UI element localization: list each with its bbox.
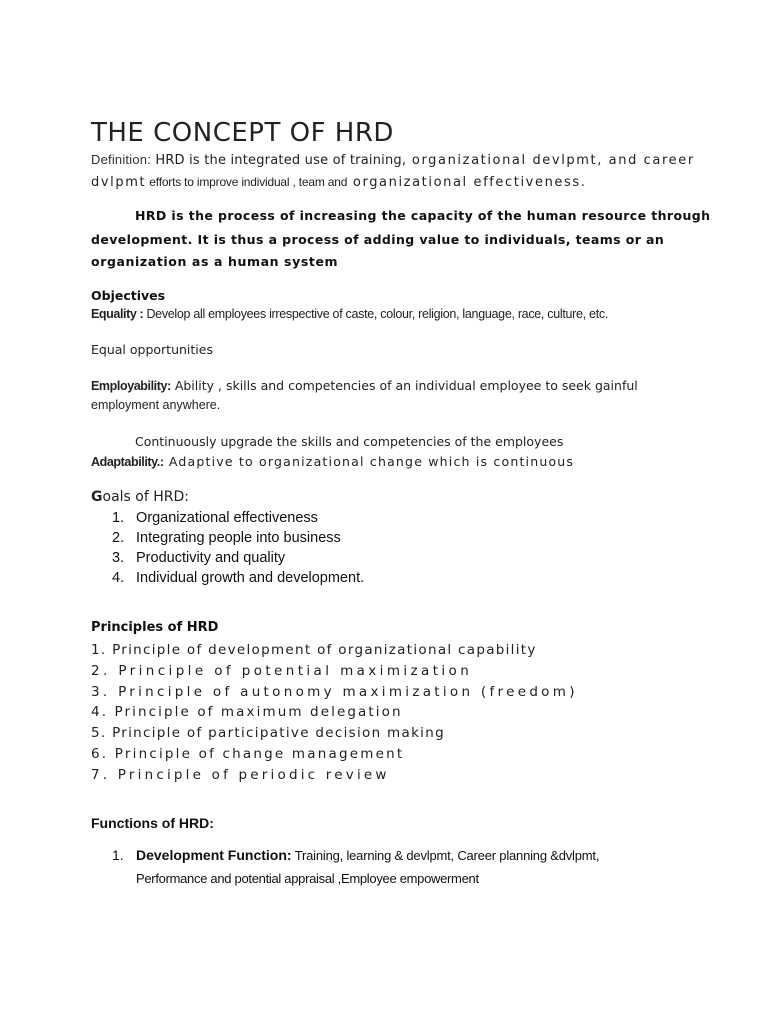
functions-item-1 xyxy=(112,847,599,864)
definition-text-1a: HRD is the integrated use of training, xyxy=(151,153,407,168)
objective-equality xyxy=(91,306,608,321)
employability-text-2: employment anywhere. xyxy=(91,398,221,412)
definition-label: Definition: xyxy=(91,152,152,167)
hrd-statement-line-2: development. It is thus a process of adding value to individuals, teams or an xyxy=(91,232,665,247)
functions-item-number: 1. xyxy=(112,847,124,863)
hrd-statement-line-3: organization as a human system xyxy=(91,254,339,269)
definition-line-2 xyxy=(91,175,587,190)
list-item: 1. Principle of development of organizational capability xyxy=(91,642,537,658)
equality-text: Develop all employees irrespective of caste, colour, religion, language, race, culture, etc. xyxy=(143,307,608,321)
list-item: 3. Productivity and quality xyxy=(112,550,286,566)
goals-list xyxy=(112,508,364,588)
list-item: 6. Principle of change management xyxy=(91,745,405,762)
list-item: 1. Organizational effectiveness xyxy=(112,510,318,526)
list-item: 3. Principle of autonomy maximization (freedom) xyxy=(91,683,578,700)
goals-heading xyxy=(91,489,189,505)
list-item: 5. Principle of participative decision making xyxy=(91,725,445,742)
definition-text-2c: organizational effectiveness. xyxy=(347,175,587,190)
objectives-heading: Objectives xyxy=(91,288,166,303)
goals-heading-initial: G xyxy=(91,489,103,505)
upgrade-text: Continuously upgrade the skills and competencies of the employees xyxy=(135,434,564,449)
functions-item-title: Development Function: xyxy=(136,847,292,863)
definition-text-1b: organizational devlpmt, and career xyxy=(406,153,695,168)
equality-term: Equality : xyxy=(91,307,144,321)
equal-opportunities-text: Equal opportunities xyxy=(91,342,213,357)
page-title: THE CONCEPT OF HRD xyxy=(91,118,394,148)
list-item: 2. Integrating people into business xyxy=(112,530,341,546)
definition-line-1 xyxy=(91,152,695,168)
functions-item-desc: Training, learning & devlpmt, Career planning &dvlpmt, xyxy=(291,848,600,863)
list-item: 4. Individual growth and development. xyxy=(112,570,365,586)
principles-list xyxy=(91,640,578,786)
functions-item-1-continued: Performance and potential appraisal ,Employee empowerment xyxy=(136,871,479,886)
hrd-statement-line-1: HRD is the process of increasing the capacity of the human resource through xyxy=(135,208,711,223)
objective-adaptability xyxy=(91,454,574,469)
list-item: 2. Principle of potential maximization xyxy=(91,662,473,679)
list-item: 4. Principle of maximum delegation xyxy=(91,704,403,721)
functions-heading: Functions of HRD: xyxy=(91,815,214,831)
adaptability-text: Adaptive to organizational change which is continuous xyxy=(163,454,575,469)
goals-heading-rest: oals of HRD: xyxy=(102,489,189,505)
adaptability-term: Adaptability.: xyxy=(91,455,164,469)
list-item: 7. Principle of periodic review xyxy=(91,766,390,783)
employability-term: Employability: xyxy=(91,379,171,393)
definition-text-2a: dvlpmt xyxy=(91,175,147,190)
definition-text-2b: efforts to improve individual , team and xyxy=(146,175,348,189)
principles-heading: Principles of HRD xyxy=(91,620,219,635)
objective-employability xyxy=(91,378,638,393)
employability-text-1: Ability , skills and competencies of an individual employee to seek gainful xyxy=(170,378,638,393)
